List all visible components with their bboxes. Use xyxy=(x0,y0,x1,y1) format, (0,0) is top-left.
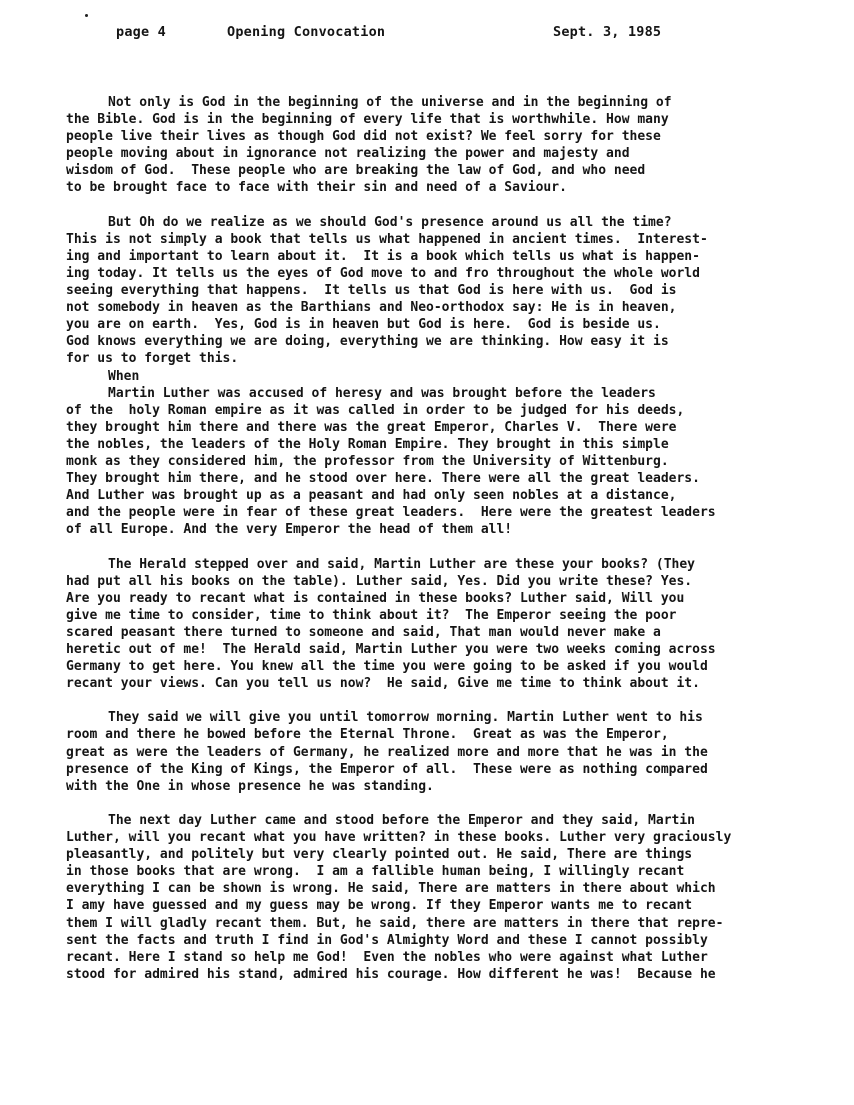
paragraph xyxy=(66,556,786,693)
text-line: They brought him there, and he stood over here. There were all the great leaders. xyxy=(66,471,700,487)
text-line: people moving about in ignorance not realizing the power and majesty and xyxy=(66,146,630,162)
text-line: When xyxy=(108,368,140,384)
text-line: Germany to get here. You knew all the time you were going to be asked if you would xyxy=(66,659,708,675)
paragraph xyxy=(66,94,786,197)
text-line: pleasantly, and politely but very clearly pointed out. He said, There are things xyxy=(66,847,693,863)
text-line: ing and important to learn about it. It is a book which tells us what is happen- xyxy=(66,248,700,264)
text-line: monk as they considered him, the professor from the University of Wittenburg. xyxy=(66,453,669,469)
text-line: wisdom of God. These people who are breaking the law of God, and who need xyxy=(66,163,646,179)
paragraph xyxy=(66,214,786,368)
page-number: page 4 xyxy=(116,24,166,40)
page-header xyxy=(0,24,854,44)
text-line: the nobles, the leaders of the Holy Roman Empire. They brought in this simple xyxy=(66,436,669,452)
text-line: seeing everything that happens. It tells us that God is here with us. God is xyxy=(66,283,677,299)
text-line: scared peasant there turned to someone and said, That man would never make a xyxy=(66,624,661,640)
text-line: them I will gladly recant them. But, he said, there are matters in there that repre- xyxy=(66,915,724,931)
text-line: not somebody in heaven as the Barthians and Neo-orthodox say: He is in heaven, xyxy=(66,300,677,316)
text-line: recant your views. Can you tell us now? He said, Give me time to think about it. xyxy=(66,676,700,692)
text-line: Not only is God in the beginning of the universe and in the beginning of xyxy=(108,95,672,110)
text-line: to be brought face to face with their sin and need of a Saviour. xyxy=(66,180,567,196)
punch-mark xyxy=(85,14,88,17)
text-line: of all Europe. And the very Emperor the head of them all! xyxy=(66,522,513,538)
text-line: everything I can be shown is wrong. He said, There are matters in there about which xyxy=(66,881,716,897)
text-line: But Oh do we realize as we should God's presence around us all the time? xyxy=(108,214,672,230)
text-line: Are you ready to recant what is contained in these books? Luther said, Will you xyxy=(66,590,685,606)
text-line: with the One in whose presence he was standing. xyxy=(66,778,434,794)
text-line: I amy have guessed and my guess may be wrong. If they Emperor wants me to recant xyxy=(66,898,693,914)
text-line: heretic out of me! The Herald said, Martin Luther you were two weeks coming across xyxy=(66,642,716,657)
paragraph xyxy=(66,709,786,794)
paragraph xyxy=(66,812,786,983)
text-line: of the holy Roman empire as it was called in order to be judged for his deeds, xyxy=(66,402,685,418)
text-line: Luther, will you recant what you have written? in these books. Luther very graciously xyxy=(66,830,732,846)
text-line: God knows everything we are doing, everything we are thinking. How easy it is xyxy=(66,334,669,350)
text-line: the Bible. God is in the beginning of every life that is worthwhile. How many xyxy=(66,112,669,128)
document-body xyxy=(66,94,786,1000)
text-line: The Herald stepped over and said, Martin Luther are these your books? (They xyxy=(108,556,695,572)
text-line: This is not simply a book that tells us what happened in ancient times. Interest- xyxy=(66,231,708,247)
text-line: they brought him there and there was the great Emperor, Charles V. There were xyxy=(66,419,677,435)
text-line: people live their lives as though God did not exist? We feel sorry for these xyxy=(66,129,661,145)
text-line: They said we will give you until tomorrow morning. Martin Luther went to his xyxy=(108,710,703,726)
text-line: Martin Luther was accused of heresy and was brought before the leaders xyxy=(108,385,656,401)
text-line: And Luther was brought up as a peasant and had only seen nobles at a distance, xyxy=(66,488,677,504)
text-line: for us to forget this. xyxy=(66,351,239,367)
text-line: stood for admired his stand, admired his courage. How different he was! Because he xyxy=(66,966,716,982)
text-line: and the people were in fear of these great leaders. Here were the greatest leaders xyxy=(66,505,716,521)
text-line: ing today. It tells us the eyes of God move to and fro throughout the whole world xyxy=(66,265,700,281)
text-line: you are on earth. Yes, God is in heaven but God is here. God is beside us. xyxy=(66,317,661,333)
text-line: room and there he bowed before the Eternal Throne. Great as was the Emperor, xyxy=(66,727,669,743)
header-title: Opening Convocation xyxy=(227,24,386,40)
text-line: sent the facts and truth I find in God's Almighty Word and these I cannot possibly xyxy=(66,932,708,948)
paragraph xyxy=(66,368,786,539)
text-line: The next day Luther came and stood before the Emperor and they said, Martin xyxy=(108,812,695,828)
text-line: great as were the leaders of Germany, he realized more and more that he was in the xyxy=(66,744,708,760)
text-line: give me time to consider, time to think about it? The Emperor seeing the poor xyxy=(66,607,677,623)
text-line: had put all his books on the table). Luther said, Yes. Did you write these? Yes. xyxy=(66,573,693,589)
text-line: recant. Here I stand so help me God! Even the nobles who were against what Luther xyxy=(66,949,708,965)
text-line: presence of the King of Kings, the Emperor of all. These were as nothing compared xyxy=(66,761,708,777)
header-date: Sept. 3, 1985 xyxy=(553,24,662,40)
text-line: in those books that are wrong. I am a fallible human being, I willingly recant xyxy=(66,864,685,880)
